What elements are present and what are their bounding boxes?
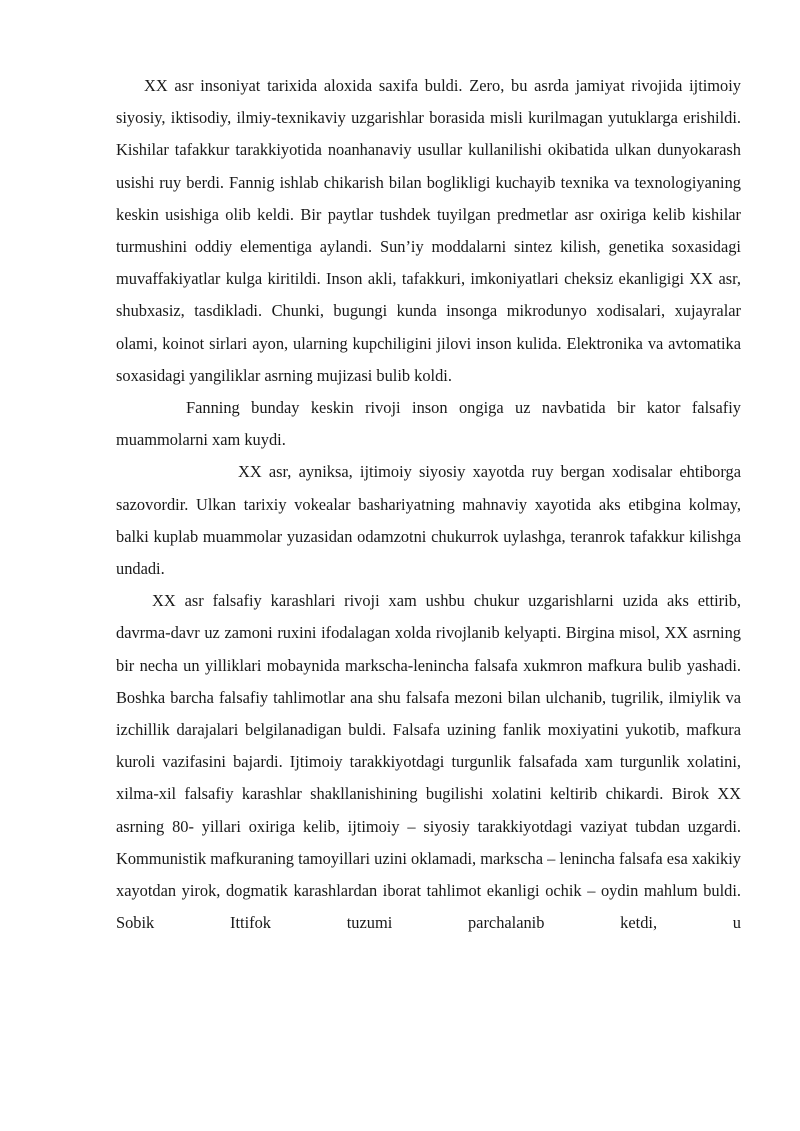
paragraph-3: XX asr, ayniksa, ijtimoiy siyosiy xayotda ruy bergan xodisalar ehtiborga sazovordir. Ulkan tarixiy vokealar bashariyatning mahnaviy xayotida aks etibgina kolmay, balki kuplab muammolar yuzasidan odamzotni chukurrok uylashga, teranrok tafakkur kilishga undadi. (116, 462, 741, 579)
document-page (116, 70, 741, 939)
paragraph-2: Fanning bunday keskin rivoji inson ongiga uz navbatida bir kator falsafiy muammolarni xam kuydi. (116, 398, 741, 450)
paragraph-4: XX asr falsafiy karashlari rivoji xam ushbu chukur uzgarishlarni uzida aks ettirib, davrma-davr uz zamoni ruxini ifodalagan xolda rivojlanib kelyapti. Birgina misol, XX asrning bir necha un yilliklari mobaynida markscha-lenincha falsafa xukmron mafkura bulib yashadi. Boshka barcha falsafiy tahlimotlar ana shu falsafa mezoni bilan ulchanib, tugrilik, ilmiylik va izchillik darajalari belgilanadigan buldi. Falsafa uzining fanlik moxiyatini yukotib, mafkura kuroli vazifasini bajardi. Ijtimoiy tarakkiyotdagi turgunlik falsafada xam turgunlik xolatini, xilma-xil falsafiy karashlar shakllanishining bugilishi xolatini keltirib chikardi. Birok XX asrning 80- yillari oxiriga kelib, ijtimoiy – siyosiy tarakkiyotdagi vaziyat tubdan uzgardi. Kommunistik mafkuraning tamoyillari uzini oklamadi, markscha – lenincha falsafa esa xakikiy xayotdan yirok, dogmatik karashlardan iborat tahlimot ekanligi ochik – oydin mahlum buldi. Sobik Ittifok tuzumi parchalanib ketdi, u (116, 591, 741, 933)
paragraph-1: XX asr insoniyat tarixida aloxida saxifa buldi. Zero, bu asrda jamiyat rivojida ijtimoiy siyosiy, iktisodiy, ilmiy-texnikaviy uzgarishlar borasida misli kurilmagan yutuklarga erishildi. Kishilar tafakkur tarakkiyotida noanhanaviy usullar kullanilishi okibatida ulkan dunyokarash usishi ruy berdi. Fannig ishlab chikarish bilan boglikligi kuchayib texnika va texnologiyaning keskin usishiga olib keldi. Bir paytlar tushdek tuyilgan predmetlar asr oxiriga kelib kishilar turmushini oddiy elementiga aylandi. Sun’iy moddalarni sintez kilish, genetika soxasidagi muvaffakiyatlar kulga kiritildi. Inson akli, tafakkuri, imkoniyatlari cheksiz ekanligigi XX asr, shubxasiz, tasdikladi. Chunki, bugungi kunda insonga mikrodunyo xodisalari, xujayralar olami, koinot sirlari ayon, ularning kupchiligini jilovi inson kulida. Elektronika va avtomatika soxasidagi yangiliklar asrning mujizasi bulib koldi. (116, 76, 741, 385)
